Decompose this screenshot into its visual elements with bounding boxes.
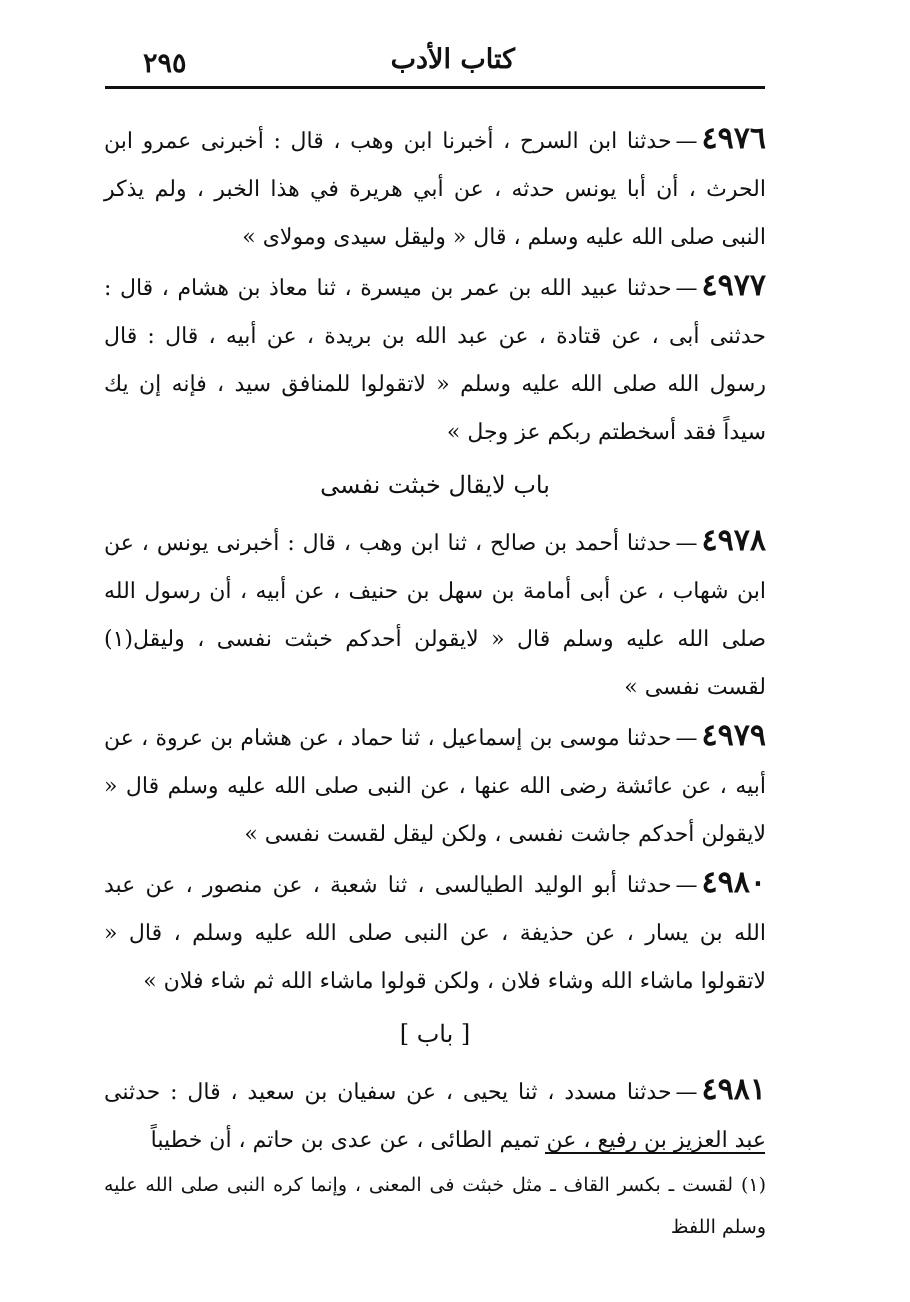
hadith-text: حدثنا مسدد ، ثنا يحيى ، عن سفيان بن سعيد ، قال : حدثنى عبد العزيز بن رفيع ، عن تميم الطائى ، عن عدى بن حاتم ، أن خطيباً bbox=[104, 1080, 766, 1153]
dash-separator: — bbox=[675, 129, 698, 154]
hadith-4980 bbox=[104, 859, 766, 1006]
dash-separator: — bbox=[675, 726, 698, 751]
hadith-number: ٤٩٨١ bbox=[701, 1072, 766, 1107]
chapter-heading: [ باب ] bbox=[399, 1020, 471, 1048]
page-number: ٢٩٥ bbox=[143, 48, 187, 79]
dash-separator: — bbox=[675, 873, 698, 898]
header-rule bbox=[105, 86, 765, 89]
chapter-heading: باب لايقال خبثت نفسى bbox=[320, 471, 550, 499]
hadith-text: حدثنا أبو الوليد الطيالسى ، ثنا شعبة ، عن منصور ، عن عبد الله بن يسار ، عن حذيفة ، عن النبى صلى الله عليه وسلم ، قال « لاتقولوا ماشاء الله وشاء فلان ، ولكن قولوا ماشاء الله ثم شاء فلان » bbox=[104, 873, 766, 994]
dash-separator: — bbox=[675, 1080, 698, 1105]
book-title: كتاب الأدب bbox=[390, 44, 515, 75]
hadith-number: ٤٩٧٦ bbox=[701, 121, 766, 156]
dash-separator: — bbox=[675, 276, 698, 301]
hadith-text: حدثنا ابن السرح ، أخبرنا ابن وهب ، قال : أخبرنى عمرو ابن الحرث ، أن أبا يونس حدثه ، عن أبي هريرة في هذا الخبر ، ولم يذكر النبى صلى الله عليه وسلم ، قال « وليقل سيدى ومولاى » bbox=[104, 129, 766, 250]
footnote-marker: (١) bbox=[740, 1174, 766, 1196]
hadith-number: ٤٩٨٠ bbox=[701, 865, 766, 900]
hadith-text: حدثنا عبيد الله بن عمر بن ميسرة ، ثنا معاذ بن هشام ، قال : حدثنى أبى ، عن قتادة ، عن عبد الله بن بريدة ، عن أبيه ، قال : قال رسول الله صلى الله عليه وسلم « لاتقولوا للمنافق سيد ، فإنه إن يك سيداً فقد أسخطتم ربكم عز وجل » bbox=[104, 276, 766, 445]
hadith-4981 bbox=[104, 1066, 766, 1165]
hadith-text: حدثنا موسى بن إسماعيل ، ثنا حماد ، عن هشام بن عروة ، عن أبيه ، عن عائشة رضى الله عنها ، عن النبى صلى الله عليه وسلم قال « لايقولن أحدكم جاشت نفسى ، ولكن ليقل لقست نفسى » bbox=[104, 726, 766, 847]
hadith-number: ٤٩٧٩ bbox=[701, 718, 766, 753]
page-body bbox=[104, 115, 766, 1165]
hadith-4978 bbox=[104, 517, 766, 712]
hadith-4977 bbox=[104, 262, 766, 457]
footnote-text: لقست ـ بكسر القاف ـ مثل خبثت فى المعنى ، وإنما كره النبى صلى الله عليه وسلم اللفظ bbox=[104, 1174, 766, 1238]
footnote-rule bbox=[545, 1152, 765, 1154]
footnote bbox=[104, 1164, 766, 1248]
hadith-4979 bbox=[104, 712, 766, 859]
hadith-4976 bbox=[104, 115, 766, 262]
dash-separator: — bbox=[675, 531, 698, 556]
page-header bbox=[105, 38, 765, 88]
hadith-text: حدثنا أحمد بن صالح ، ثنا ابن وهب ، قال : أخبرنى يونس ، عن ابن شهاب ، عن أبى أمامة بن سهل بن حنيف ، عن أبيه ، أن رسول الله صلى الله عليه وسلم قال « لايقولن أحدكم خبثت نفسى ، وليقل(١) لقست نفسى » bbox=[104, 531, 766, 700]
hadith-number: ٤٩٧٨ bbox=[701, 523, 766, 558]
hadith-number: ٤٩٧٧ bbox=[701, 268, 766, 303]
